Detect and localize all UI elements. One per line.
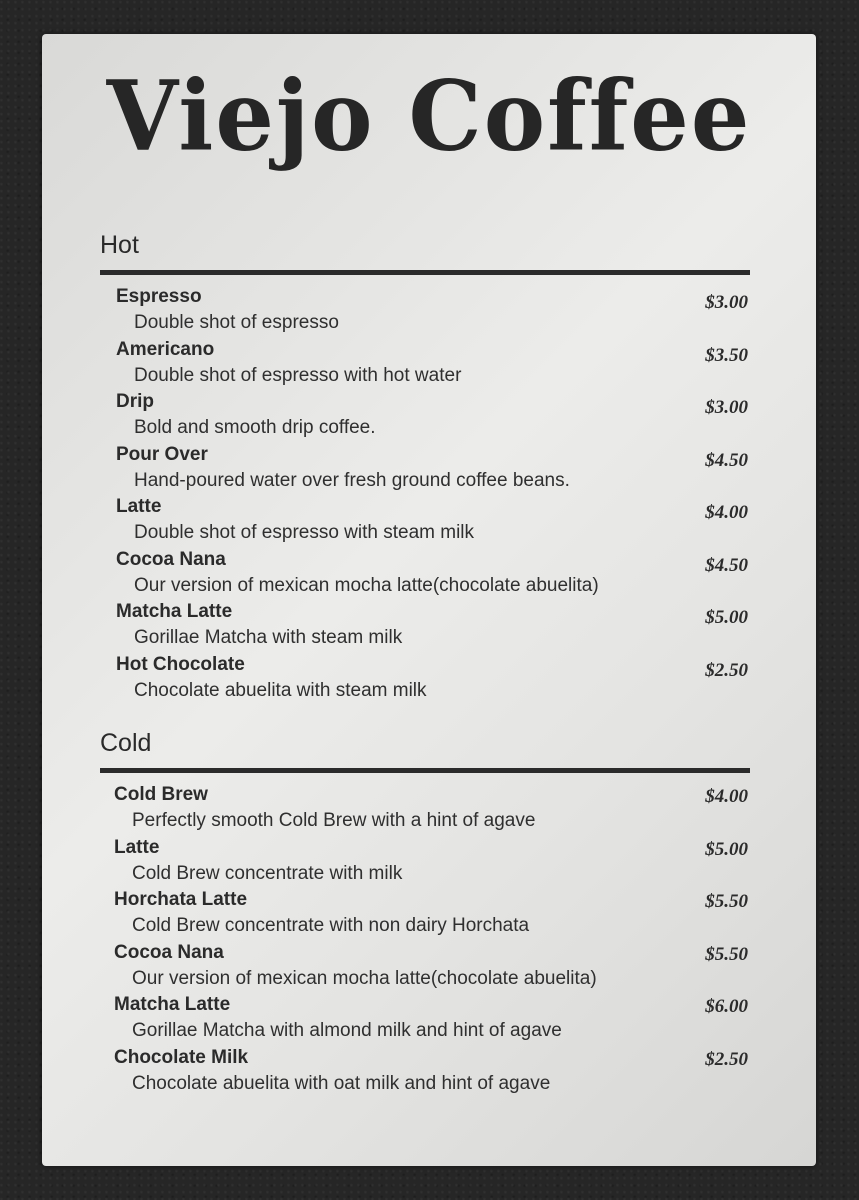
item-name: Matcha Latte	[114, 994, 231, 1015]
item-name: Espresso	[116, 286, 202, 307]
item-name: Cocoa Nana	[116, 548, 226, 570]
menu-item	[100, 654, 750, 707]
item-description: Double shot of espresso	[134, 312, 339, 333]
item-price: $3.00	[705, 292, 748, 313]
menu-card	[42, 34, 816, 1166]
item-price: $5.50	[705, 891, 748, 912]
item-price: $3.00	[705, 397, 748, 418]
item-price: $3.50	[705, 344, 748, 366]
menu-item	[100, 444, 750, 497]
hot-divider	[100, 270, 750, 275]
item-description: Bold and smooth drip coffee.	[134, 417, 376, 438]
item-name: Pour Over	[116, 443, 208, 465]
menu-item	[100, 496, 750, 549]
item-description: Double shot of espresso with hot water	[134, 364, 462, 386]
item-name: Chocolate Milk	[114, 1046, 249, 1068]
item-name: Latte	[114, 836, 160, 858]
item-name: Cocoa Nana	[114, 941, 224, 963]
item-description: Chocolate abuelita with steam milk	[134, 679, 427, 701]
menu-item	[100, 601, 750, 654]
menu-item	[100, 286, 750, 339]
hot-heading: Hot	[100, 231, 139, 259]
item-name: Matcha Latte	[116, 601, 233, 622]
menu-item	[100, 942, 750, 995]
item-price: $4.50	[705, 449, 748, 471]
cold-section	[100, 728, 750, 1099]
item-name: Latte	[116, 496, 162, 517]
item-description: Cold Brew concentrate with non dairy Horchata	[132, 915, 530, 936]
menu-item	[100, 889, 750, 942]
item-price: $2.50	[705, 659, 748, 681]
item-name: Hot Chocolate	[116, 653, 245, 675]
menu-item	[100, 837, 750, 890]
item-name: Horchata Latte	[114, 889, 248, 910]
item-name: Americano	[116, 338, 215, 360]
menu-item	[100, 994, 750, 1047]
menu-title: Viejo Coffee	[106, 59, 752, 173]
menu-item	[100, 549, 750, 602]
menu-item	[100, 1047, 750, 1100]
item-price: $4.00	[705, 786, 748, 807]
item-description: Gorillae Matcha with steam milk	[134, 627, 403, 648]
item-description: Cold Brew concentrate with milk	[132, 862, 403, 884]
item-name: Drip	[116, 391, 154, 412]
item-price: $4.50	[705, 554, 748, 576]
menu-item	[100, 784, 750, 837]
item-name: Cold Brew	[114, 784, 208, 805]
item-price: $6.00	[705, 996, 748, 1017]
item-description: Gorillae Matcha with almond milk and hint of agave	[132, 1020, 562, 1041]
item-price: $5.50	[705, 943, 748, 965]
item-description: Our version of mexican mocha latte(chocolate abuelita)	[132, 967, 597, 989]
item-price: $5.00	[705, 838, 748, 860]
item-description: Perfectly smooth Cold Brew with a hint of agave	[132, 810, 536, 831]
item-description: Our version of mexican mocha latte(chocolate abuelita)	[134, 574, 599, 596]
item-price: $5.00	[705, 607, 748, 628]
menu-item	[100, 339, 750, 392]
hot-section	[100, 230, 750, 706]
item-description: Double shot of espresso with steam milk	[134, 522, 475, 543]
cold-divider	[100, 768, 750, 773]
item-description: Chocolate abuelita with oat milk and hint of agave	[132, 1072, 551, 1094]
item-description: Hand-poured water over fresh ground coffee beans.	[134, 469, 570, 491]
item-price: $2.50	[705, 1048, 748, 1070]
cold-heading: Cold	[100, 729, 152, 757]
menu-item	[100, 391, 750, 444]
item-price: $4.00	[705, 502, 748, 523]
